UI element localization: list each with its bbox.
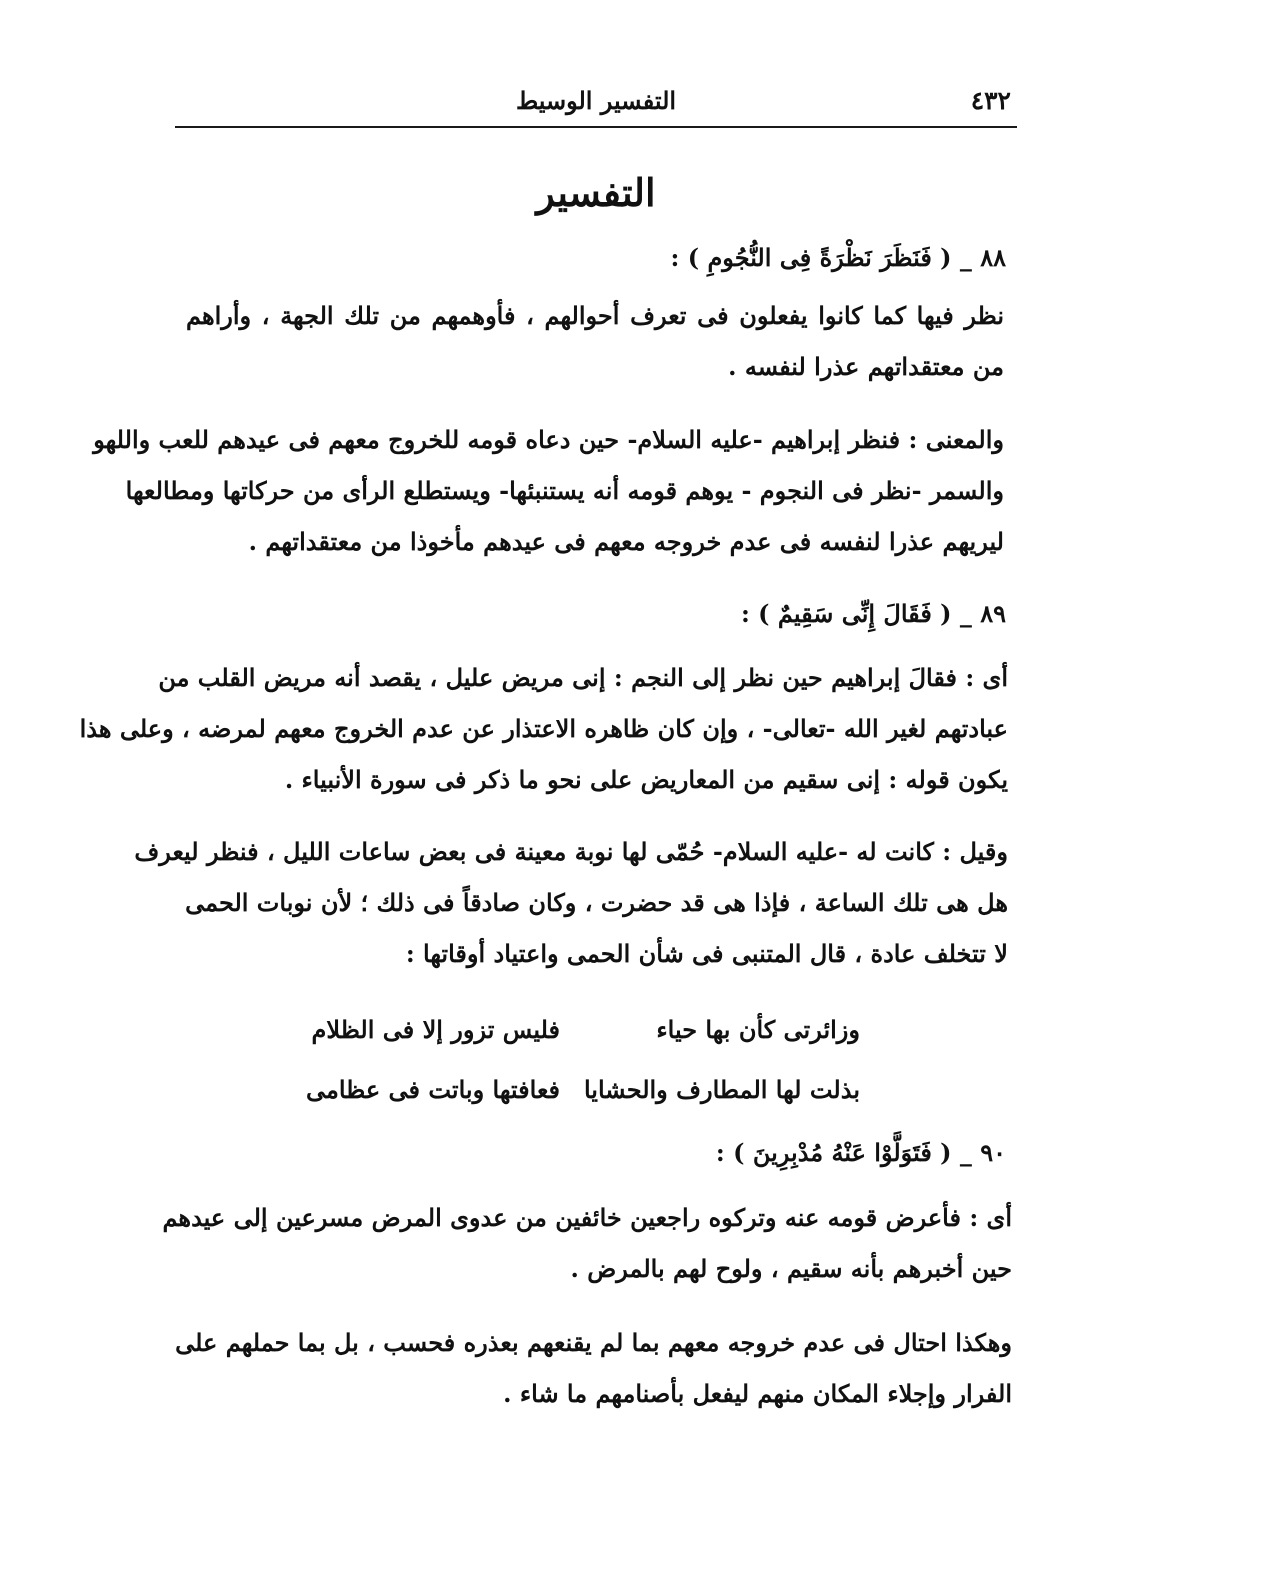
running-title: التفسير الوسيط bbox=[515, 86, 677, 115]
paragraph-line: والمعنى : فنظر إبراهيم -عليه السلام- حين دعاه قومه للخروج معهم فى عيدهم للعب واللهو bbox=[93, 425, 1004, 454]
paragraph-line: الفرار وإجلاء المكان منهم ليفعل بأصنامهم ما شاء . bbox=[503, 1379, 1012, 1408]
poem-line-1-first-hemistich: وزائرتى كأن بها حياء bbox=[656, 1015, 860, 1044]
paragraph-line: ليريهم عذرا لنفسه فى عدم خروجه معهم فى عيدهم مأخوذا من معتقداتهم . bbox=[248, 527, 1004, 556]
paragraph-line: وهكذا احتال فى عدم خروجه معهم بما لم يقنعهم بعذره فحسب ، بل بما حملهم على bbox=[175, 1328, 1012, 1357]
header-rule bbox=[175, 126, 1017, 128]
poem-line-1-second-hemistich: فليس تزور إلا فى الظلام bbox=[311, 1015, 560, 1044]
section-title: التفسير bbox=[536, 170, 656, 215]
poem-line-2-first-hemistich: بذلت لها المطارف والحشايا bbox=[583, 1075, 860, 1104]
poem-line-2-second-hemistich: فعافتها وباتت فى عظامى bbox=[305, 1075, 560, 1104]
paragraph-line: من معتقداتهم عذرا لنفسه . bbox=[728, 352, 1004, 381]
verse-heading-88: ٨٨ _ ( فَنَظَرَ نَظْرَةً فِى النُّجُومِ ) : bbox=[670, 243, 1006, 272]
paragraph-line: لا تتخلف عادة ، قال المتنبى فى شأن الحمى واعتياد أوقاتها : bbox=[405, 939, 1008, 968]
paragraph-line: يكون قوله : إنى سقيم من المعاريض على نحو ما ذكر فى سورة الأنبياء . bbox=[284, 765, 1008, 794]
verse-heading-90: ٩٠ _ ( فَتَوَلَّوْا عَنْهُ مُدْبِرِينَ ) : bbox=[715, 1138, 1006, 1167]
paragraph-line: عبادتهم لغير الله -تعالى- ، وإن كان ظاهره الاعتذار عن عدم الخروج معهم لمرضه ، وعلى هذا bbox=[79, 714, 1008, 743]
paragraph-line: حين أخبرهم بأنه سقيم ، ولوح لهم بالمرض . bbox=[570, 1254, 1012, 1283]
paragraph-line: وقيل : كانت له -عليه السلام- حُمّى لها نوبة معينة فى بعض ساعات الليل ، فنظر ليعرف bbox=[134, 837, 1008, 866]
paragraph-line: هل هى تلك الساعة ، فإذا هى قد حضرت ، وكان صادقاً فى ذلك ؛ لأن نوبات الحمى bbox=[185, 888, 1008, 917]
verse-heading-89: ٨٩ _ ( فَقَالَ إِنِّى سَقِيمٌ ) : bbox=[740, 599, 1006, 628]
page-header bbox=[175, 84, 1017, 120]
paragraph-line: والسمر -نظر فى النجوم - يوهم قومه أنه يستنبئها- ويستطلع الرأى من حركاتها ومطالعها bbox=[125, 476, 1004, 505]
paragraph-line: أى : فأعرض قومه عنه وتركوه راجعين خائفين من عدوى المرض مسرعين إلى عيدهم bbox=[162, 1203, 1012, 1232]
page-number: ٤٣٢ bbox=[970, 86, 1011, 115]
paragraph-line: أى : فقالَ إبراهيم حين نظر إلى النجم : إنى مريض عليل ، يقصد أنه مريض القلب من bbox=[158, 663, 1008, 692]
paragraph-line: نظر فيها كما كانوا يفعلون فى تعرف أحوالهم ، فأوهمهم من تلك الجهة ، وأراهم bbox=[186, 301, 1004, 330]
